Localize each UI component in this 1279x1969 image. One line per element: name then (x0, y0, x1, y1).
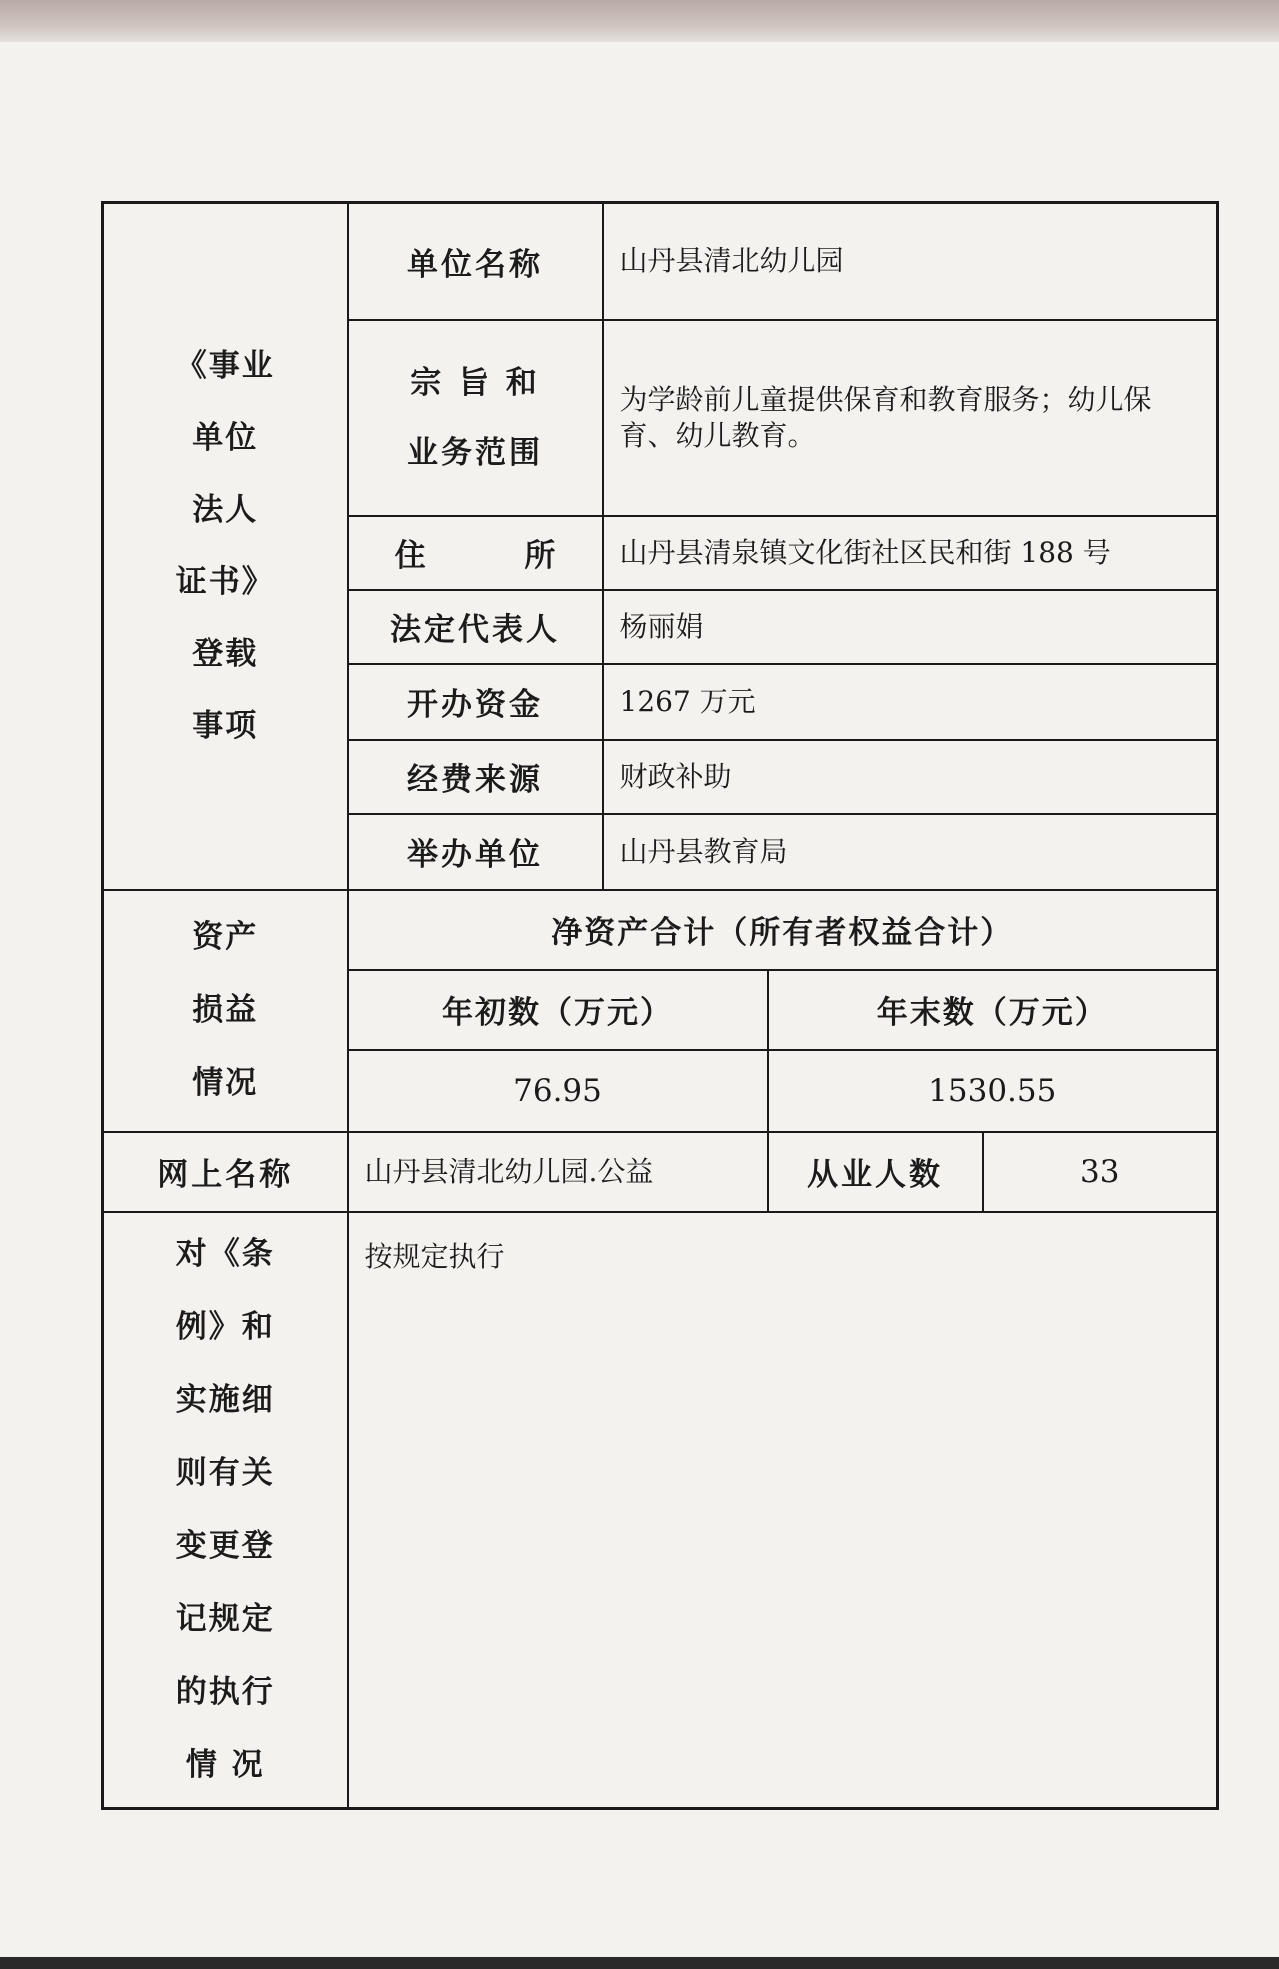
net-assets-header: 净资产合计（所有者权益合计） (348, 890, 1218, 970)
photo-top-edge (0, 0, 1279, 42)
end-year-value: 1530.55 (768, 1050, 1218, 1132)
legal-representative-label: 法定代表人 (348, 590, 603, 664)
sponsor-unit-label: 举办单位 (348, 814, 603, 890)
registration-form-table (101, 201, 1219, 1810)
start-capital-value: 1267 万元 (603, 664, 1218, 740)
compliance-value: 按规定执行 (348, 1212, 1218, 1809)
row-compliance (103, 1212, 1218, 1809)
purpose-scope-label: 宗 旨 和 业务范围 (348, 320, 603, 516)
online-name-value: 山丹县清北幼儿园.公益 (348, 1132, 768, 1212)
funding-source-value: 财政补助 (603, 740, 1218, 814)
unit-name-label: 单位名称 (348, 203, 603, 320)
certificate-items-label: 《事业 单位 法人 证书》 登载 事项 (103, 203, 348, 890)
staff-count-value: 33 (983, 1132, 1218, 1212)
address-value: 山丹县清泉镇文化街社区民和街 188 号 (603, 516, 1218, 590)
row-assets-header (103, 890, 1218, 970)
sponsor-unit-value: 山丹县教育局 (603, 814, 1218, 890)
end-year-label: 年末数（万元） (768, 970, 1218, 1050)
row-online-name (103, 1132, 1218, 1212)
legal-representative-value: 杨丽娟 (603, 590, 1218, 664)
purpose-scope-value: 为学龄前儿童提供保育和教育服务；幼儿保育、幼儿教育。 (603, 320, 1218, 516)
photo-bottom-edge (0, 1957, 1279, 1969)
funding-source-label: 经费来源 (348, 740, 603, 814)
compliance-label: 对《条 例》和 实施细 则有关 变更登 记规定 的执行 情 况 (103, 1212, 348, 1809)
begin-year-label: 年初数（万元） (348, 970, 768, 1050)
online-name-label: 网上名称 (103, 1132, 348, 1212)
assets-label: 资产 损益 情况 (103, 890, 348, 1132)
row-unit-name (103, 203, 1218, 320)
address-label: 住 所 (348, 516, 603, 590)
start-capital-label: 开办资金 (348, 664, 603, 740)
staff-count-label: 从业人数 (768, 1132, 983, 1212)
begin-year-value: 76.95 (348, 1050, 768, 1132)
unit-name-value: 山丹县清北幼儿园 (603, 203, 1218, 320)
